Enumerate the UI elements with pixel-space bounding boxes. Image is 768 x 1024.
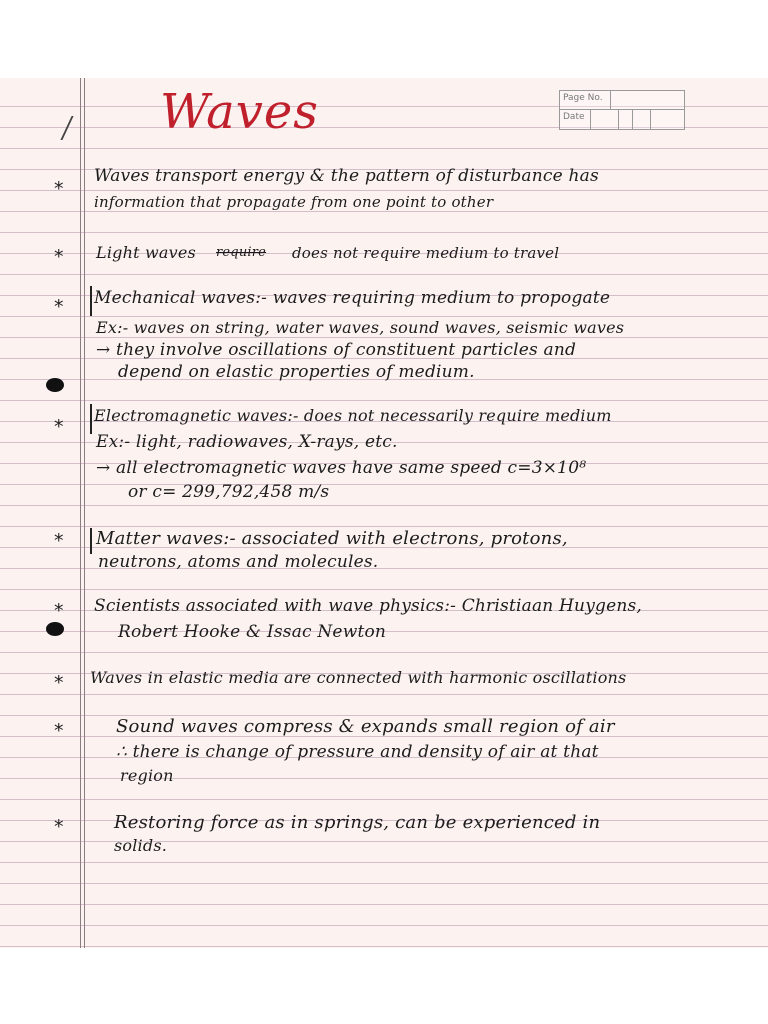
note-line: Sound waves compress & expands small region of air [116, 716, 615, 737]
box-divider [618, 110, 619, 129]
star-bullet: * [54, 416, 64, 438]
highlight-bar [90, 528, 92, 554]
star-bullet: * [54, 600, 64, 622]
box-divider [632, 110, 633, 129]
note-line: → they involve oscillations of constituent particles and [96, 340, 577, 360]
page-date-box [559, 90, 685, 130]
highlight-bar [90, 286, 92, 316]
note-line: region [120, 766, 174, 785]
page-title: Waves [160, 84, 319, 140]
margin-line [84, 78, 85, 948]
note-line: Scientists associated with wave physics:- Christiaan Huygens, [94, 596, 643, 616]
star-bullet: * [54, 816, 64, 838]
note-line: Matter waves:- associated with electrons, protons, [96, 528, 568, 549]
note-line: Light waves [96, 243, 196, 262]
star-bullet: * [54, 178, 64, 200]
star-bullet: * [54, 246, 64, 268]
note-line: Ex:- light, radiowaves, X-rays, etc. [96, 432, 398, 452]
note-line: neutrons, atoms and molecules. [98, 552, 379, 572]
star-bullet: * [54, 672, 64, 694]
margin-line [80, 78, 81, 948]
note-line: Ex:- waves on string, water waves, sound waves, seismic waves [96, 318, 625, 337]
note-line: Electromagnetic waves:- does not necessarily require medium [94, 406, 612, 425]
note-line: Restoring force as in springs, can be experienced in [114, 812, 601, 833]
star-bullet: * [54, 720, 64, 742]
box-divider [610, 91, 611, 109]
note-line: or c= 299,792,458 m/s [128, 482, 330, 502]
ink-dot [46, 622, 64, 636]
note-line: ∴ there is change of pressure and density of air at that [116, 742, 599, 762]
date-label: Date [563, 112, 585, 122]
page-no-row [560, 91, 684, 110]
ink-dot [46, 378, 64, 392]
notebook-page [0, 78, 768, 948]
note-line: solids. [114, 836, 168, 855]
star-bullet: * [54, 296, 64, 318]
date-row [560, 110, 684, 129]
note-line: Mechanical waves:- waves requiring medium to propogate [94, 288, 611, 308]
note-line: → all electromagnetic waves have same speed c=3×10⁸ [96, 458, 587, 478]
page-no-label: Page No. [563, 93, 603, 103]
note-line: depend on elastic properties of medium. [118, 362, 475, 382]
struck-word: require [216, 245, 267, 260]
note-line: Waves transport energy & the pattern of disturbance has [94, 166, 599, 186]
note-line: information that propagate from one point to other [94, 193, 494, 211]
highlight-bar [90, 404, 92, 434]
star-bullet: * [54, 530, 64, 552]
note-line: Robert Hooke & Issac Newton [118, 622, 387, 642]
note-line: Waves in elastic media are connected with harmonic oscillations [90, 668, 627, 687]
box-divider [650, 110, 651, 129]
note-line: does not require medium to travel [292, 244, 560, 262]
box-divider [590, 110, 591, 129]
